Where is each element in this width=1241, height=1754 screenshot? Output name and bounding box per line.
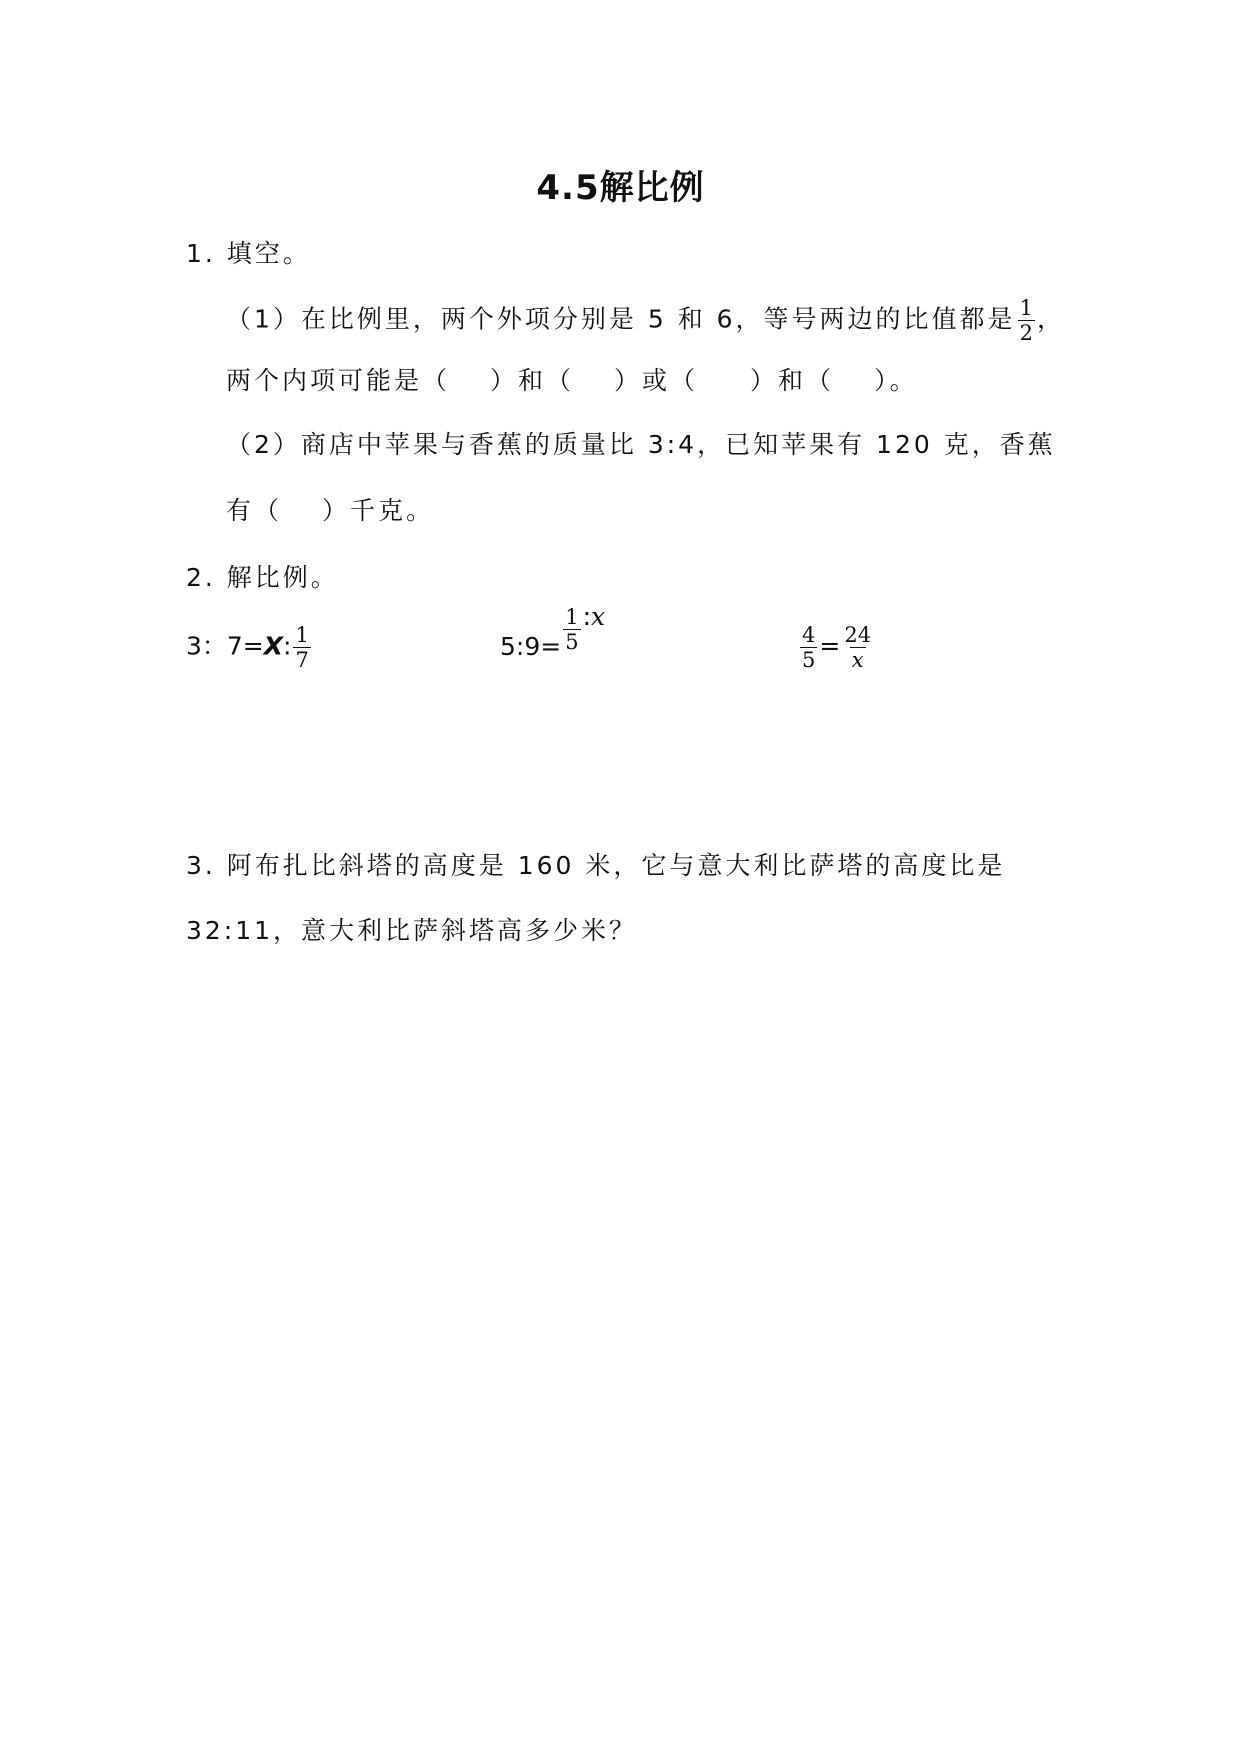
eq3-equals: =: [819, 631, 841, 661]
question-3-line-2: 32:11，意大利比萨斜塔高多少米？: [186, 916, 638, 945]
question-2-heading: 2. 解比例。: [186, 563, 339, 592]
fraction-numerator: 1: [295, 623, 309, 647]
question-1-part-2-blank: [226, 493, 434, 529]
question-1-part-2: （2）商店中苹果与香蕉的质量比 3:4，已知苹果有 120 克，香蕉: [226, 430, 1056, 459]
eq2-colon: :: [582, 601, 591, 631]
blank-label-g: ）千克。: [322, 496, 435, 525]
q1-p1-end: ，: [1036, 304, 1065, 334]
eq1-left: 3：7=: [186, 631, 264, 661]
page-title: 4.5解比例: [536, 168, 705, 208]
fraction-numerator: 24: [844, 623, 872, 647]
question-3-line-1: 3. 阿布扎比斜塔的高度是 160 米，它与意大利比萨塔的高度比是: [186, 851, 1006, 880]
eq2-left: 5:9=: [500, 631, 562, 661]
fraction-numerator: 1: [1019, 296, 1033, 320]
fraction-numerator: 4: [802, 623, 816, 647]
eq2-variable: x: [591, 601, 606, 631]
eq1-colon: :: [283, 631, 292, 661]
equation-2: [500, 601, 606, 661]
question-1-part-1: [226, 296, 1065, 345]
blank-label-f: 有（: [226, 496, 283, 525]
blank-label-e: ）。: [874, 366, 918, 395]
q1-p1-text: （1）在比例里，两个外项分别是 5 和 6，等号两边的比值都是: [226, 304, 1016, 334]
question-1-part-1-blanks: [226, 363, 918, 399]
fraction-numerator: 1: [565, 605, 579, 629]
fraction-denominator: 2: [1019, 321, 1033, 345]
blank-label-d: ）和（: [750, 366, 835, 395]
fraction-denominator: 5: [802, 648, 816, 672]
fraction-one-half: [1018, 296, 1035, 345]
eq2-fraction: [563, 605, 580, 654]
fraction-denominator: x: [851, 648, 864, 672]
blank-label-a: 两个内项可能是（: [226, 366, 451, 395]
eq3-fraction-right: [842, 623, 873, 672]
eq1-variable: X: [263, 631, 284, 661]
eq1-fraction: [293, 623, 310, 672]
fraction-denominator: 7: [295, 648, 309, 672]
fraction-denominator: 5: [565, 630, 579, 654]
question-1-heading: 1. 填空。: [186, 239, 311, 268]
eq3-fraction-left: [800, 623, 817, 672]
equation-3: [798, 623, 875, 672]
blank-label-c: ）或（: [614, 366, 699, 395]
equation-1: [186, 623, 313, 672]
blank-label-b: ）和（: [490, 366, 575, 395]
